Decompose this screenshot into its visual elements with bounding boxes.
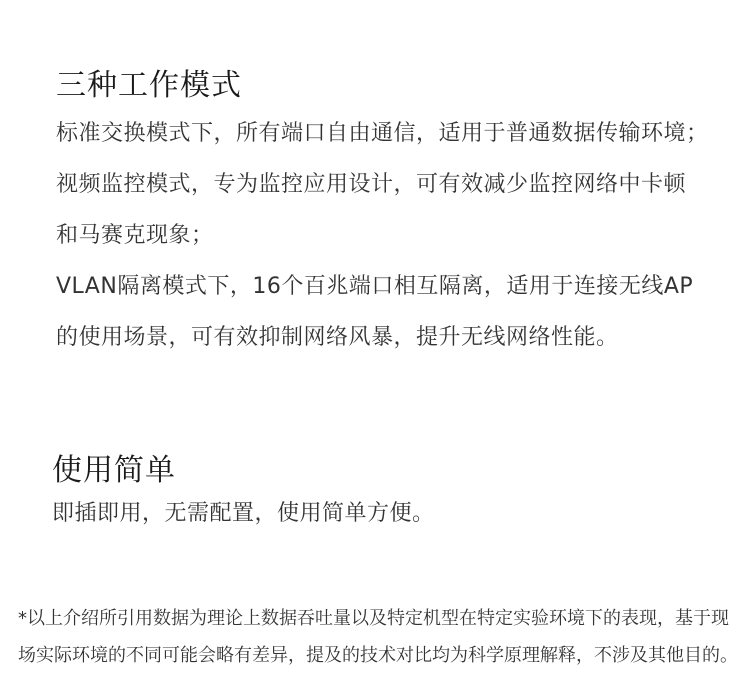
footnote-line: *以上介绍所引用数据为理论上数据吞吐量以及特定机型在特定实验环境下的表现，基于现 — [18, 608, 729, 629]
working-modes-paragraph — [56, 108, 709, 363]
footnote-line: 场实际环境的不同可能会略有差异，提及的技术对比均为科学原理解释，不涉及其他目的。 — [18, 645, 738, 666]
disclaimer-footnote — [18, 600, 738, 674]
paragraph-line: VLAN隔离模式下，16个百兆端口相互隔离，适用于连接无线AP — [56, 274, 694, 299]
section-heading-working-modes: 三种工作模式 — [56, 67, 242, 103]
paragraph-line: 的使用场景，可有效抑制网络风暴，提升无线网络性能。 — [56, 325, 619, 350]
paragraph-line: 和马赛克现象； — [56, 223, 214, 248]
paragraph-line: 标准交换模式下，所有端口自由通信，适用于普通数据传输环境； — [56, 121, 709, 146]
easy-to-use-paragraph — [52, 498, 435, 530]
paragraph-line: 视频监控模式，专为监控应用设计，可有效减少监控网络中卡顿 — [56, 172, 687, 197]
paragraph-line: 即插即用，无需配置，使用简单方便。 — [52, 501, 435, 526]
section-heading-easy-to-use: 使用简单 — [52, 452, 176, 488]
